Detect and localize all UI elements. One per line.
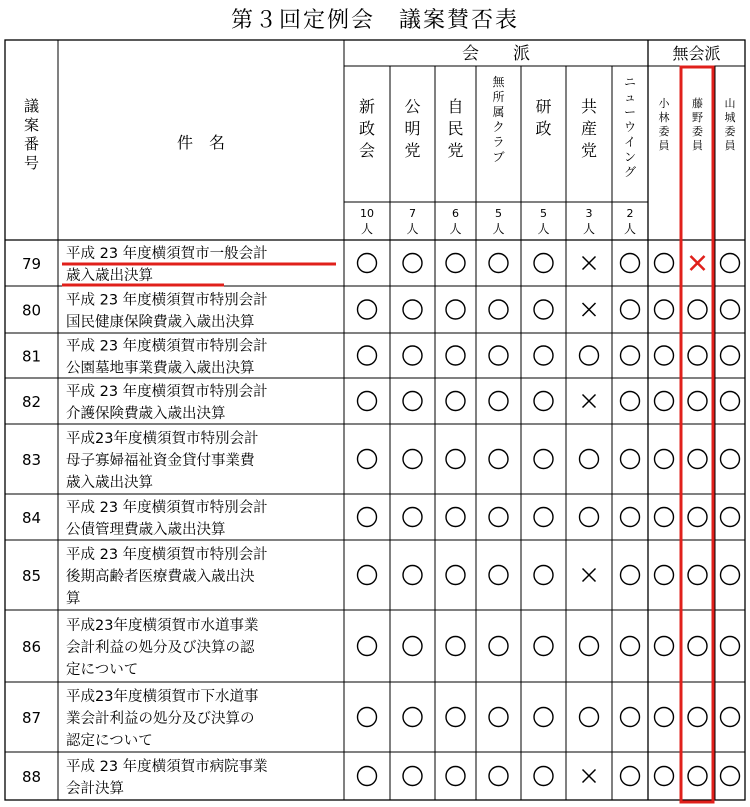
approve-circle-icon: [721, 508, 740, 527]
approve-circle-icon: [358, 254, 377, 273]
party-count-unit-2: 人: [406, 222, 419, 236]
approve-circle-icon: [534, 566, 553, 585]
approve-circle-icon: [688, 767, 707, 786]
approve-circle-icon: [446, 392, 465, 411]
approve-circle-icon: [621, 708, 640, 727]
party-name-6: 共産党: [580, 97, 598, 160]
approve-circle-icon: [446, 254, 465, 273]
bill-name-line: 平成 23 年度横須賀市特別会計: [66, 500, 268, 516]
approve-circle-icon: [621, 767, 640, 786]
bill-name-line: 認定について: [66, 733, 153, 749]
bill-name-line: 後期高齢者医療費歳入歳出決: [66, 569, 255, 585]
party-name-3: 自民党: [447, 97, 464, 160]
approve-circle-icon: [403, 637, 422, 656]
approve-circle-icon: [655, 346, 674, 365]
approve-circle-icon: [446, 508, 465, 527]
approve-circle-icon: [403, 346, 422, 365]
approve-circle-icon: [403, 508, 422, 527]
bill-number: 80: [21, 301, 42, 320]
approve-circle-icon: [534, 508, 553, 527]
bill-name-line: 平成 23 年度横須賀市特別会計: [66, 338, 268, 355]
approve-circle-icon: [621, 450, 640, 469]
bill-name-line: 公債管理費歳入歳出決算: [66, 522, 226, 538]
bill-number: 87: [21, 709, 42, 727]
approve-circle-icon: [721, 392, 740, 411]
bill-name-line: 平成 23 年度横須賀市特別会計: [66, 384, 268, 400]
party-name-5: 研政: [535, 97, 552, 138]
approve-circle-icon: [489, 392, 508, 411]
approve-circle-icon: [580, 708, 599, 727]
approve-circle-icon: [621, 346, 640, 365]
approve-circle-icon: [580, 346, 599, 365]
approve-circle-icon: [621, 566, 640, 585]
approve-circle-icon: [721, 300, 740, 319]
party-count-unit-7: 人: [623, 222, 637, 236]
approve-circle-icon: [655, 767, 674, 786]
approve-circle-icon: [358, 300, 377, 319]
approve-circle-icon: [655, 637, 674, 656]
party-count-number-7: 2: [626, 207, 634, 220]
party-name-1: 新政会: [358, 97, 376, 160]
approve-circle-icon: [721, 450, 740, 469]
bill-name-line: 公園墓地事業費歳入歳出決算: [66, 360, 255, 377]
approve-circle-icon: [446, 637, 465, 656]
approve-circle-icon: [534, 346, 553, 365]
bill-name-line: 歳入歳出決算: [66, 268, 153, 284]
party-name-4: 無所属クラブ: [492, 75, 505, 164]
approve-circle-icon: [621, 637, 640, 656]
approve-circle-icon: [688, 346, 707, 365]
approve-circle-icon: [621, 508, 640, 527]
approve-circle-icon: [403, 708, 422, 727]
bill-name-header: 件 名: [176, 133, 226, 152]
approve-circle-icon: [358, 708, 377, 727]
bill-number-header: 議案番号: [23, 97, 40, 172]
approve-circle-icon: [534, 450, 553, 469]
approve-circle-icon: [403, 392, 422, 411]
approve-circle-icon: [655, 566, 674, 585]
approve-circle-icon: [489, 346, 508, 365]
bill-name-line: 平成 23 年度横須賀市特別会計: [66, 292, 268, 309]
approve-circle-icon: [489, 450, 508, 469]
party-count-number-3: 6: [452, 207, 459, 220]
approve-circle-icon: [580, 450, 599, 469]
approve-circle-icon: [688, 708, 707, 727]
independent-name-2: 藤野委員: [692, 97, 703, 152]
approve-circle-icon: [534, 637, 553, 656]
bill-name-line: 平成23年度横須賀市水道事業: [66, 618, 259, 634]
approve-circle-icon: [489, 300, 508, 319]
approve-circle-icon: [688, 450, 707, 469]
approve-circle-icon: [721, 637, 740, 656]
approve-circle-icon: [621, 392, 640, 411]
bill-name-line: 算: [66, 591, 81, 607]
bill-name-line: 母子寡婦福祉資金貸付事業費: [66, 453, 255, 469]
approve-circle-icon: [489, 708, 508, 727]
bill-name-line: 平成 23 年度横須賀市特別会計: [66, 547, 268, 563]
approve-circle-icon: [655, 450, 674, 469]
approve-circle-icon: [358, 566, 377, 585]
approve-circle-icon: [446, 566, 465, 585]
approve-circle-icon: [358, 346, 377, 365]
bill-name-line: 平成 23 年度横須賀市病院事業: [66, 759, 268, 775]
bill-name-line: 会計決算: [66, 781, 124, 797]
party-count-unit-6: 人: [582, 222, 596, 236]
bill-name-line: 平成 23 年度横須賀市一般会計: [66, 246, 268, 262]
approve-circle-icon: [403, 767, 422, 786]
approve-circle-icon: [358, 392, 377, 411]
approve-circle-icon: [580, 637, 599, 656]
approve-circle-icon: [358, 637, 377, 656]
approve-circle-icon: [358, 767, 377, 786]
approve-circle-icon: [446, 767, 465, 786]
approve-circle-icon: [534, 708, 553, 727]
page-title: 第３回定例会 議案賛否表: [230, 8, 519, 33]
approve-circle-icon: [655, 392, 674, 411]
approve-circle-icon: [534, 254, 553, 273]
approve-circle-icon: [403, 450, 422, 469]
approve-circle-icon: [446, 708, 465, 727]
bill-number: 88: [21, 768, 42, 786]
approve-circle-icon: [534, 392, 553, 411]
approve-circle-icon: [489, 254, 508, 273]
party-count-number-2: 7: [409, 207, 416, 220]
approve-circle-icon: [688, 392, 707, 411]
approve-circle-icon: [446, 346, 465, 365]
independent-group-header: 無会派: [672, 44, 721, 63]
bill-name-line: 歳入歳出決算: [66, 475, 153, 491]
bill-name-line: 会計利益の処分及び決算の認: [66, 640, 255, 656]
bill-name-line: 業会計利益の処分及び決算の: [66, 711, 255, 727]
approve-circle-icon: [489, 508, 508, 527]
approve-circle-icon: [721, 767, 740, 786]
approve-circle-icon: [534, 767, 553, 786]
approve-circle-icon: [688, 508, 707, 527]
bill-number: 85: [21, 567, 42, 585]
party-name-7: ニューウイング: [623, 75, 637, 179]
bill-name-line: 定について: [66, 662, 139, 678]
approve-circle-icon: [721, 566, 740, 585]
party-group-header: 会 派: [462, 44, 530, 64]
approve-circle-icon: [655, 708, 674, 727]
approve-circle-icon: [621, 300, 640, 319]
independent-name-1: 小林委員: [658, 97, 670, 152]
approve-circle-icon: [489, 566, 508, 585]
bill-name-line: 介護保険費歳入歳出決算: [66, 406, 226, 422]
party-count-unit-4: 人: [492, 222, 505, 236]
party-name-2: 公明党: [404, 97, 421, 160]
bill-number: 81: [21, 347, 42, 366]
party-count-number-6: 3: [585, 207, 593, 220]
approve-circle-icon: [403, 254, 422, 273]
party-count-number-1: 10: [360, 207, 374, 220]
approve-circle-icon: [358, 450, 377, 469]
party-count-unit-1: 人: [360, 222, 374, 236]
approve-circle-icon: [489, 637, 508, 656]
approve-circle-icon: [403, 566, 422, 585]
bill-number: 79: [21, 255, 42, 273]
approve-circle-icon: [621, 254, 640, 273]
bill-name-line: 国民健康保険費歳入歳出決算: [66, 314, 255, 331]
party-count-unit-3: 人: [449, 222, 462, 236]
approve-circle-icon: [721, 708, 740, 727]
approve-circle-icon: [358, 508, 377, 527]
approve-circle-icon: [688, 300, 707, 319]
bill-name-line: 平成23年度横須賀市特別会計: [66, 431, 259, 447]
bill-number: 82: [21, 393, 42, 411]
bill-name-line: 平成23年度横須賀市下水道事: [66, 689, 259, 705]
approve-circle-icon: [580, 508, 599, 527]
independent-name-3: 山城委員: [724, 97, 736, 152]
approve-circle-icon: [446, 450, 465, 469]
approve-circle-icon: [534, 300, 553, 319]
party-count-number-5: 5: [540, 207, 547, 220]
bill-number: 83: [21, 451, 42, 469]
approve-circle-icon: [655, 508, 674, 527]
approve-circle-icon: [688, 566, 707, 585]
approve-circle-icon: [655, 254, 674, 273]
approve-circle-icon: [446, 300, 465, 319]
bill-number: 86: [21, 638, 42, 656]
approve-circle-icon: [721, 346, 740, 365]
approve-circle-icon: [721, 254, 740, 273]
party-count-unit-5: 人: [537, 222, 550, 236]
party-count-number-4: 5: [495, 207, 502, 220]
approve-circle-icon: [688, 637, 707, 656]
approve-circle-icon: [655, 300, 674, 319]
bill-number: 84: [21, 509, 42, 527]
approve-circle-icon: [403, 300, 422, 319]
approve-circle-icon: [489, 767, 508, 786]
